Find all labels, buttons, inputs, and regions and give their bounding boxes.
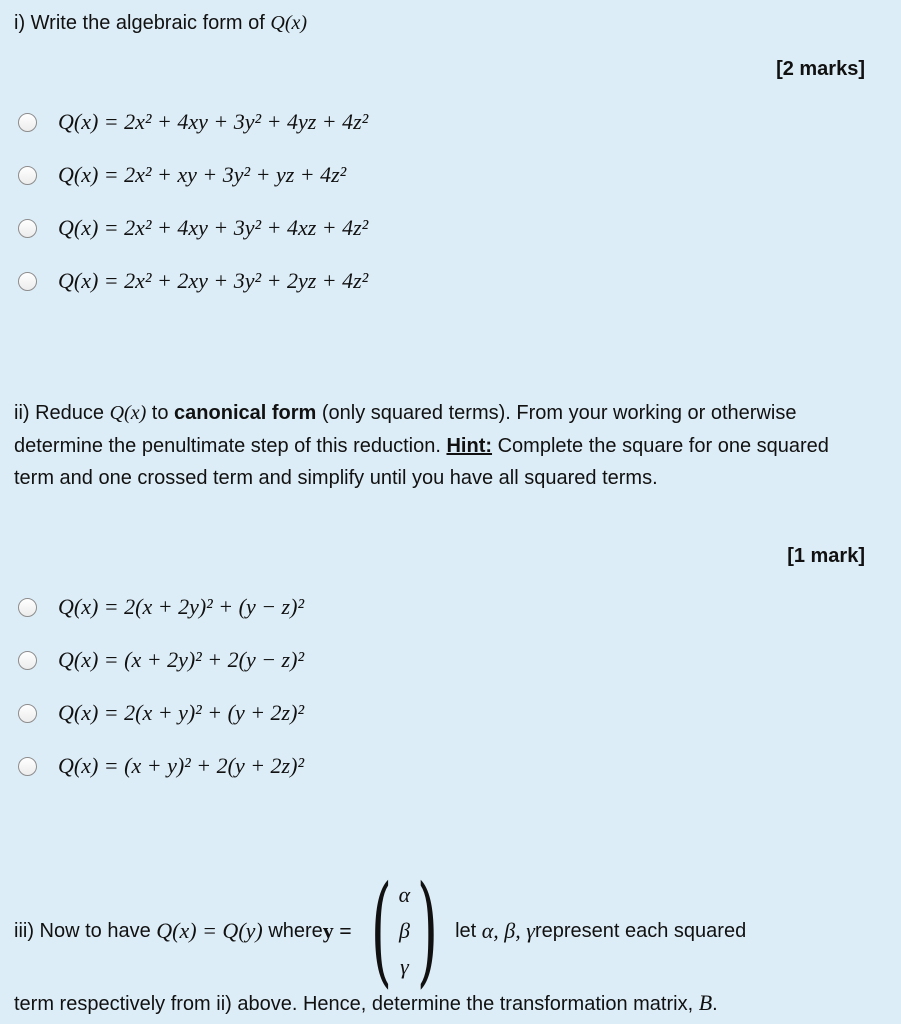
question-2-hint-label: Hint:	[446, 434, 493, 457]
question-2-text-1: ii) Reduce	[14, 402, 110, 424]
question-1-prompt	[14, 8, 307, 38]
matrix-symbol: B	[698, 990, 713, 1015]
option-text: Q(x) = (x + 2y)² + 2(y − z)²	[58, 647, 305, 672]
question-1-text: i) Write the algebraic form of	[14, 12, 271, 34]
question-1-option-1[interactable]	[18, 107, 368, 137]
option-text: Q(x) = 2x² + 2xy + 3y² + 2yz + 4z²	[58, 268, 369, 293]
question-3-text-3: let	[455, 919, 477, 942]
question-3-line-2: term respectively from ii) above. Hence, determine the transformation matrix,	[14, 993, 699, 1015]
option-text: Q(x) = 2x² + xy + 3y² + yz + 4z²	[58, 162, 347, 187]
question-3-vector-label: y =	[322, 918, 352, 943]
radio-button[interactable]	[18, 113, 37, 132]
question-3-greek: α, β, γ	[481, 918, 535, 943]
question-2-option-2[interactable]	[18, 645, 304, 675]
question-1-expression: Q(x)	[270, 12, 308, 34]
option-text: Q(x) = (x + y)² + 2(y + 2z)²	[58, 753, 305, 778]
question-2-text-3: (only squared terms). From your working or otherwise determine the penultimate step of this reduction.	[14, 402, 797, 457]
question-3-text-2: where	[268, 919, 323, 942]
question-2-text-2: to	[146, 402, 175, 424]
question-2-option-1[interactable]	[18, 592, 304, 622]
column-vector	[358, 861, 451, 1000]
question-2-prompt	[14, 397, 874, 495]
question-1-option-3[interactable]	[18, 213, 368, 243]
option-text: Q(x) = 2(x + 2y)² + (y − z)²	[58, 594, 305, 619]
option-text: Q(x) = 2(x + y)² + (y + 2z)²	[58, 700, 305, 725]
question-1-marks: [2 marks]	[776, 58, 865, 80]
question-2-text-4: Complete the square for one squared term and one crossed term and simplify until you have all squared terms.	[14, 434, 829, 489]
radio-button[interactable]	[18, 598, 37, 617]
left-paren: (	[370, 861, 392, 1000]
radio-button[interactable]	[18, 272, 37, 291]
question-2-emphasis: canonical form	[174, 402, 317, 424]
question-3-expression: Q(x) = Q(y)	[156, 918, 263, 943]
question-3-text-4: represent each squared	[534, 919, 747, 942]
question-3-text-1: iii) Now to have	[14, 919, 151, 942]
radio-button[interactable]	[18, 219, 37, 238]
question-3-continuation	[14, 988, 718, 1019]
right-paren: )	[417, 861, 439, 1000]
vector-entry-beta: β	[398, 918, 410, 943]
question-3-end: .	[712, 993, 718, 1015]
question-1-option-2[interactable]	[18, 160, 346, 190]
question-2-expression: Q(x)	[109, 402, 147, 424]
radio-button[interactable]	[18, 166, 37, 185]
question-1-option-4[interactable]	[18, 266, 368, 296]
question-2-option-4[interactable]	[18, 751, 304, 781]
vector-entry-gamma: γ	[400, 954, 409, 979]
radio-button[interactable]	[18, 757, 37, 776]
vector-entry-alpha: α	[398, 882, 411, 907]
question-2-option-3[interactable]	[18, 698, 304, 728]
radio-button[interactable]	[18, 704, 37, 723]
option-text: Q(x) = 2x² + 4xy + 3y² + 4yz + 4z²	[58, 109, 369, 134]
option-text: Q(x) = 2x² + 4xy + 3y² + 4xz + 4z²	[58, 215, 369, 240]
question-3-prompt	[14, 861, 747, 1000]
question-2-marks: [1 mark]	[787, 545, 865, 567]
radio-button[interactable]	[18, 651, 37, 670]
vector-entries	[399, 877, 411, 985]
